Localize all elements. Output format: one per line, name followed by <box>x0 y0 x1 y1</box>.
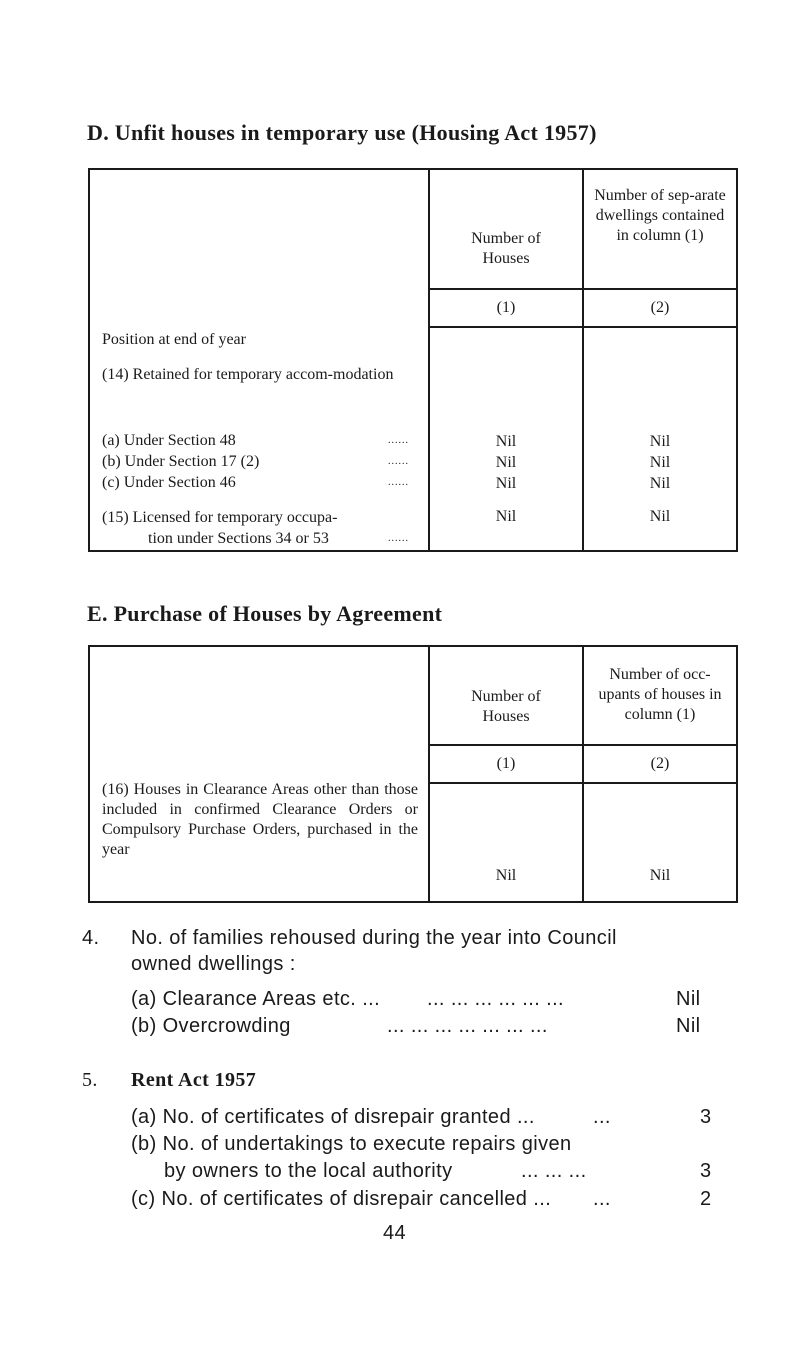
section-e-title: E. Purchase of Houses by Agreement <box>87 601 443 626</box>
item-4a-label: (a) Clearance Areas etc. ... <box>131 988 381 1010</box>
purchase-table <box>88 645 738 903</box>
section-d-title: D. Unfit houses in temporary use (Housing Act 1957) <box>87 120 597 145</box>
item-5-number: 5. <box>82 1069 98 1091</box>
item-14-label: (14) Retained for temporary accom-modation <box>102 366 394 383</box>
item-4b-value: Nil <box>676 1015 701 1037</box>
item-4b-dots: ... ... ... ... ... ... ... <box>387 1015 548 1037</box>
item-5b-value: 3 <box>700 1160 712 1182</box>
item-4b-label: (b) Overcrowding <box>131 1015 291 1037</box>
item-5b-line2: by owners to the local authority <box>164 1160 453 1182</box>
item-5b-dots: ... ... ... <box>521 1160 587 1182</box>
item-15-label: (15) Licensed for temporary occupa- tion under Sections 34 or 53 ...... <box>102 509 409 547</box>
item-4-line1: No. of families rehoused during the year into Council <box>131 927 617 949</box>
col2-values: Nil Nil Nil Nil <box>583 327 737 551</box>
item-16-label: (16) Houses in Clearance Areas other than those included in confirmed Clearance Orders or Compulsory Purchase Orders, purchased in the year <box>102 781 418 858</box>
item-5a-dots: ... <box>593 1106 611 1128</box>
e-col2-number: (2) <box>583 745 737 783</box>
position-cell <box>89 169 429 551</box>
item-5-title: Rent Act 1957 <box>131 1069 257 1091</box>
col1-header: Number of Houses <box>429 169 583 289</box>
e-col2-header: Number of occ-upants of houses in column (1) <box>583 646 737 745</box>
item-5b-line1: (b) No. of undertakings to execute repairs given <box>131 1133 572 1155</box>
item-5c-dots: ... <box>593 1188 611 1210</box>
col1-values: Nil Nil Nil Nil <box>429 327 583 551</box>
item-5c-value: 2 <box>700 1188 712 1210</box>
item-4-line2: owned dwellings : <box>131 953 296 975</box>
col2-number: (2) <box>583 289 737 327</box>
item-5a-label: (a) No. of certificates of disrepair granted ... <box>131 1106 535 1128</box>
e-col2-value: Nil <box>583 783 737 902</box>
unfit-houses-table <box>88 168 738 552</box>
position-label: Position at end of year <box>102 331 246 348</box>
item-5a-value: 3 <box>700 1106 712 1128</box>
item-4a-dots: ... ... ... ... ... ... <box>427 988 565 1010</box>
row-b-label: (b) Under Section 17 (2) ...... <box>102 453 409 470</box>
e-col1-value: Nil <box>429 783 583 902</box>
item-16-cell <box>89 646 429 902</box>
section-d-rows <box>102 430 428 493</box>
page-number: 44 <box>383 1222 407 1244</box>
e-col1-number: (1) <box>429 745 583 783</box>
row-c-label: (c) Under Section 46 ...... <box>102 474 409 491</box>
row-a-label: (a) Under Section 48 ...... <box>102 432 409 449</box>
item-5c-label: (c) No. of certificates of disrepair cancelled ... <box>131 1188 552 1210</box>
item-4a-value: Nil <box>676 988 701 1010</box>
col2-header: Number of sep-arate dwellings contained in column (1) <box>583 169 737 289</box>
col1-number: (1) <box>429 289 583 327</box>
item-4-number: 4. <box>82 927 100 949</box>
e-col1-header: Number of Houses <box>429 646 583 745</box>
